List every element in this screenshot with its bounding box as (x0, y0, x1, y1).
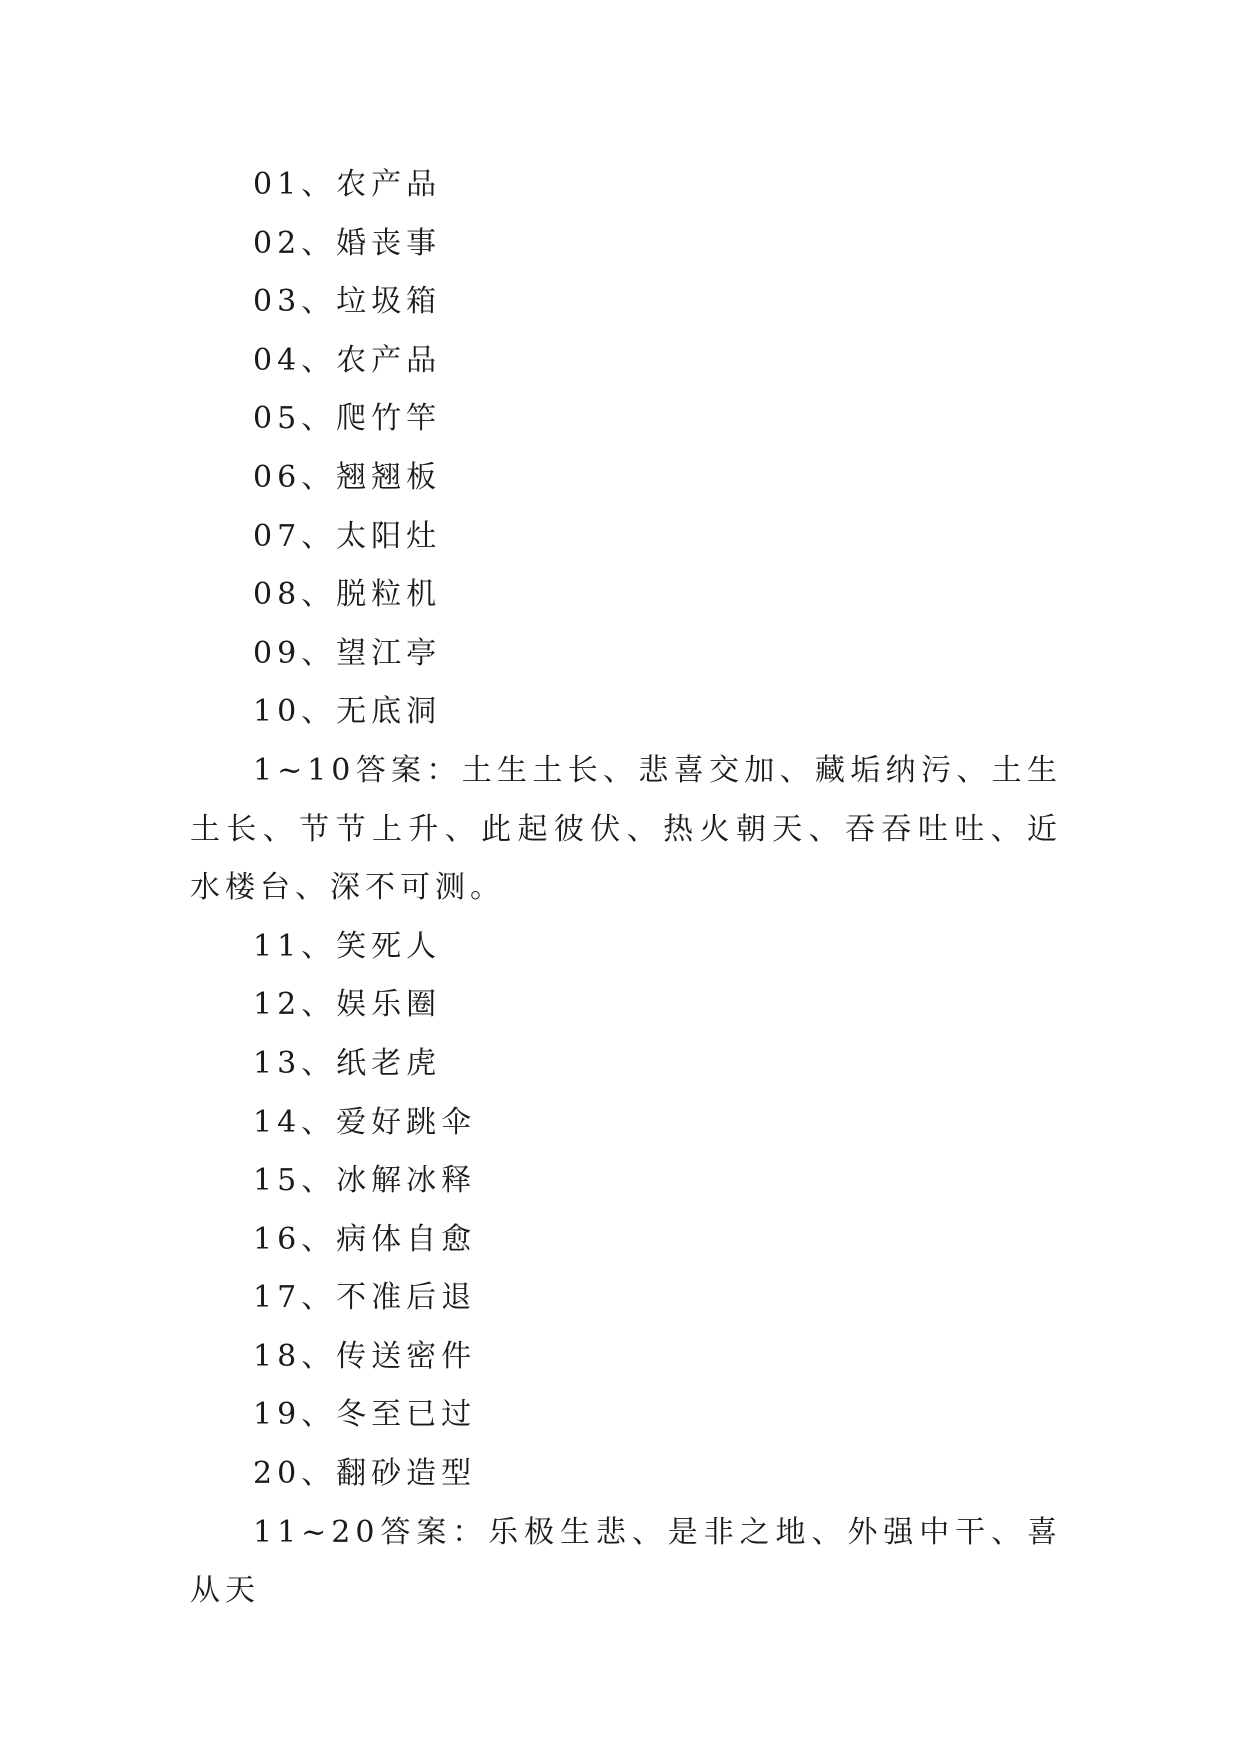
riddle-item-16: 16、病体自愈 (253, 1221, 477, 1257)
answer-paragraph-1-10: 1~10答案：土生土长、悲喜交加、藏垢纳污、土生土长、节节上升、此起彼伏、热火朝天、吞吞吐吐、近水楼台、深不可测。 (190, 752, 1062, 906)
riddle-item-05: 05、爬竹竿 (253, 401, 442, 437)
riddle-item-06: 06、翘翘板 (253, 459, 442, 495)
riddle-item-18: 18、传送密件 (253, 1338, 477, 1374)
riddle-item-14: 14、爱好跳伞 (253, 1104, 477, 1140)
riddle-item-09: 09、望江亭 (253, 635, 442, 671)
answer-paragraph-11-20: 11~20答案：乐极生悲、是非之地、外强中干、喜从天 (190, 1514, 1062, 1609)
riddle-item-17: 17、不准后退 (253, 1280, 477, 1316)
riddle-item-03: 03、垃圾箱 (253, 284, 442, 320)
riddle-item-19: 19、冬至已过 (253, 1397, 477, 1433)
riddle-item-12: 12、娱乐圈 (253, 987, 442, 1023)
riddle-item-15: 15、冰解冰释 (253, 1163, 477, 1199)
riddle-item-10: 10、无底洞 (253, 694, 442, 730)
riddle-item-20: 20、翻砂造型 (253, 1456, 477, 1492)
riddle-item-08: 08、脱粒机 (253, 577, 442, 613)
document-body (190, 156, 1062, 1621)
riddle-item-04: 04、农产品 (253, 342, 442, 378)
riddle-item-02: 02、婚丧事 (253, 225, 442, 261)
riddle-item-01: 01、农产品 (253, 167, 442, 202)
riddle-item-11: 11、笑死人 (253, 928, 442, 964)
riddle-item-07: 07、太阳灶 (253, 518, 442, 554)
riddle-item-13: 13、纸老虎 (253, 1045, 442, 1081)
